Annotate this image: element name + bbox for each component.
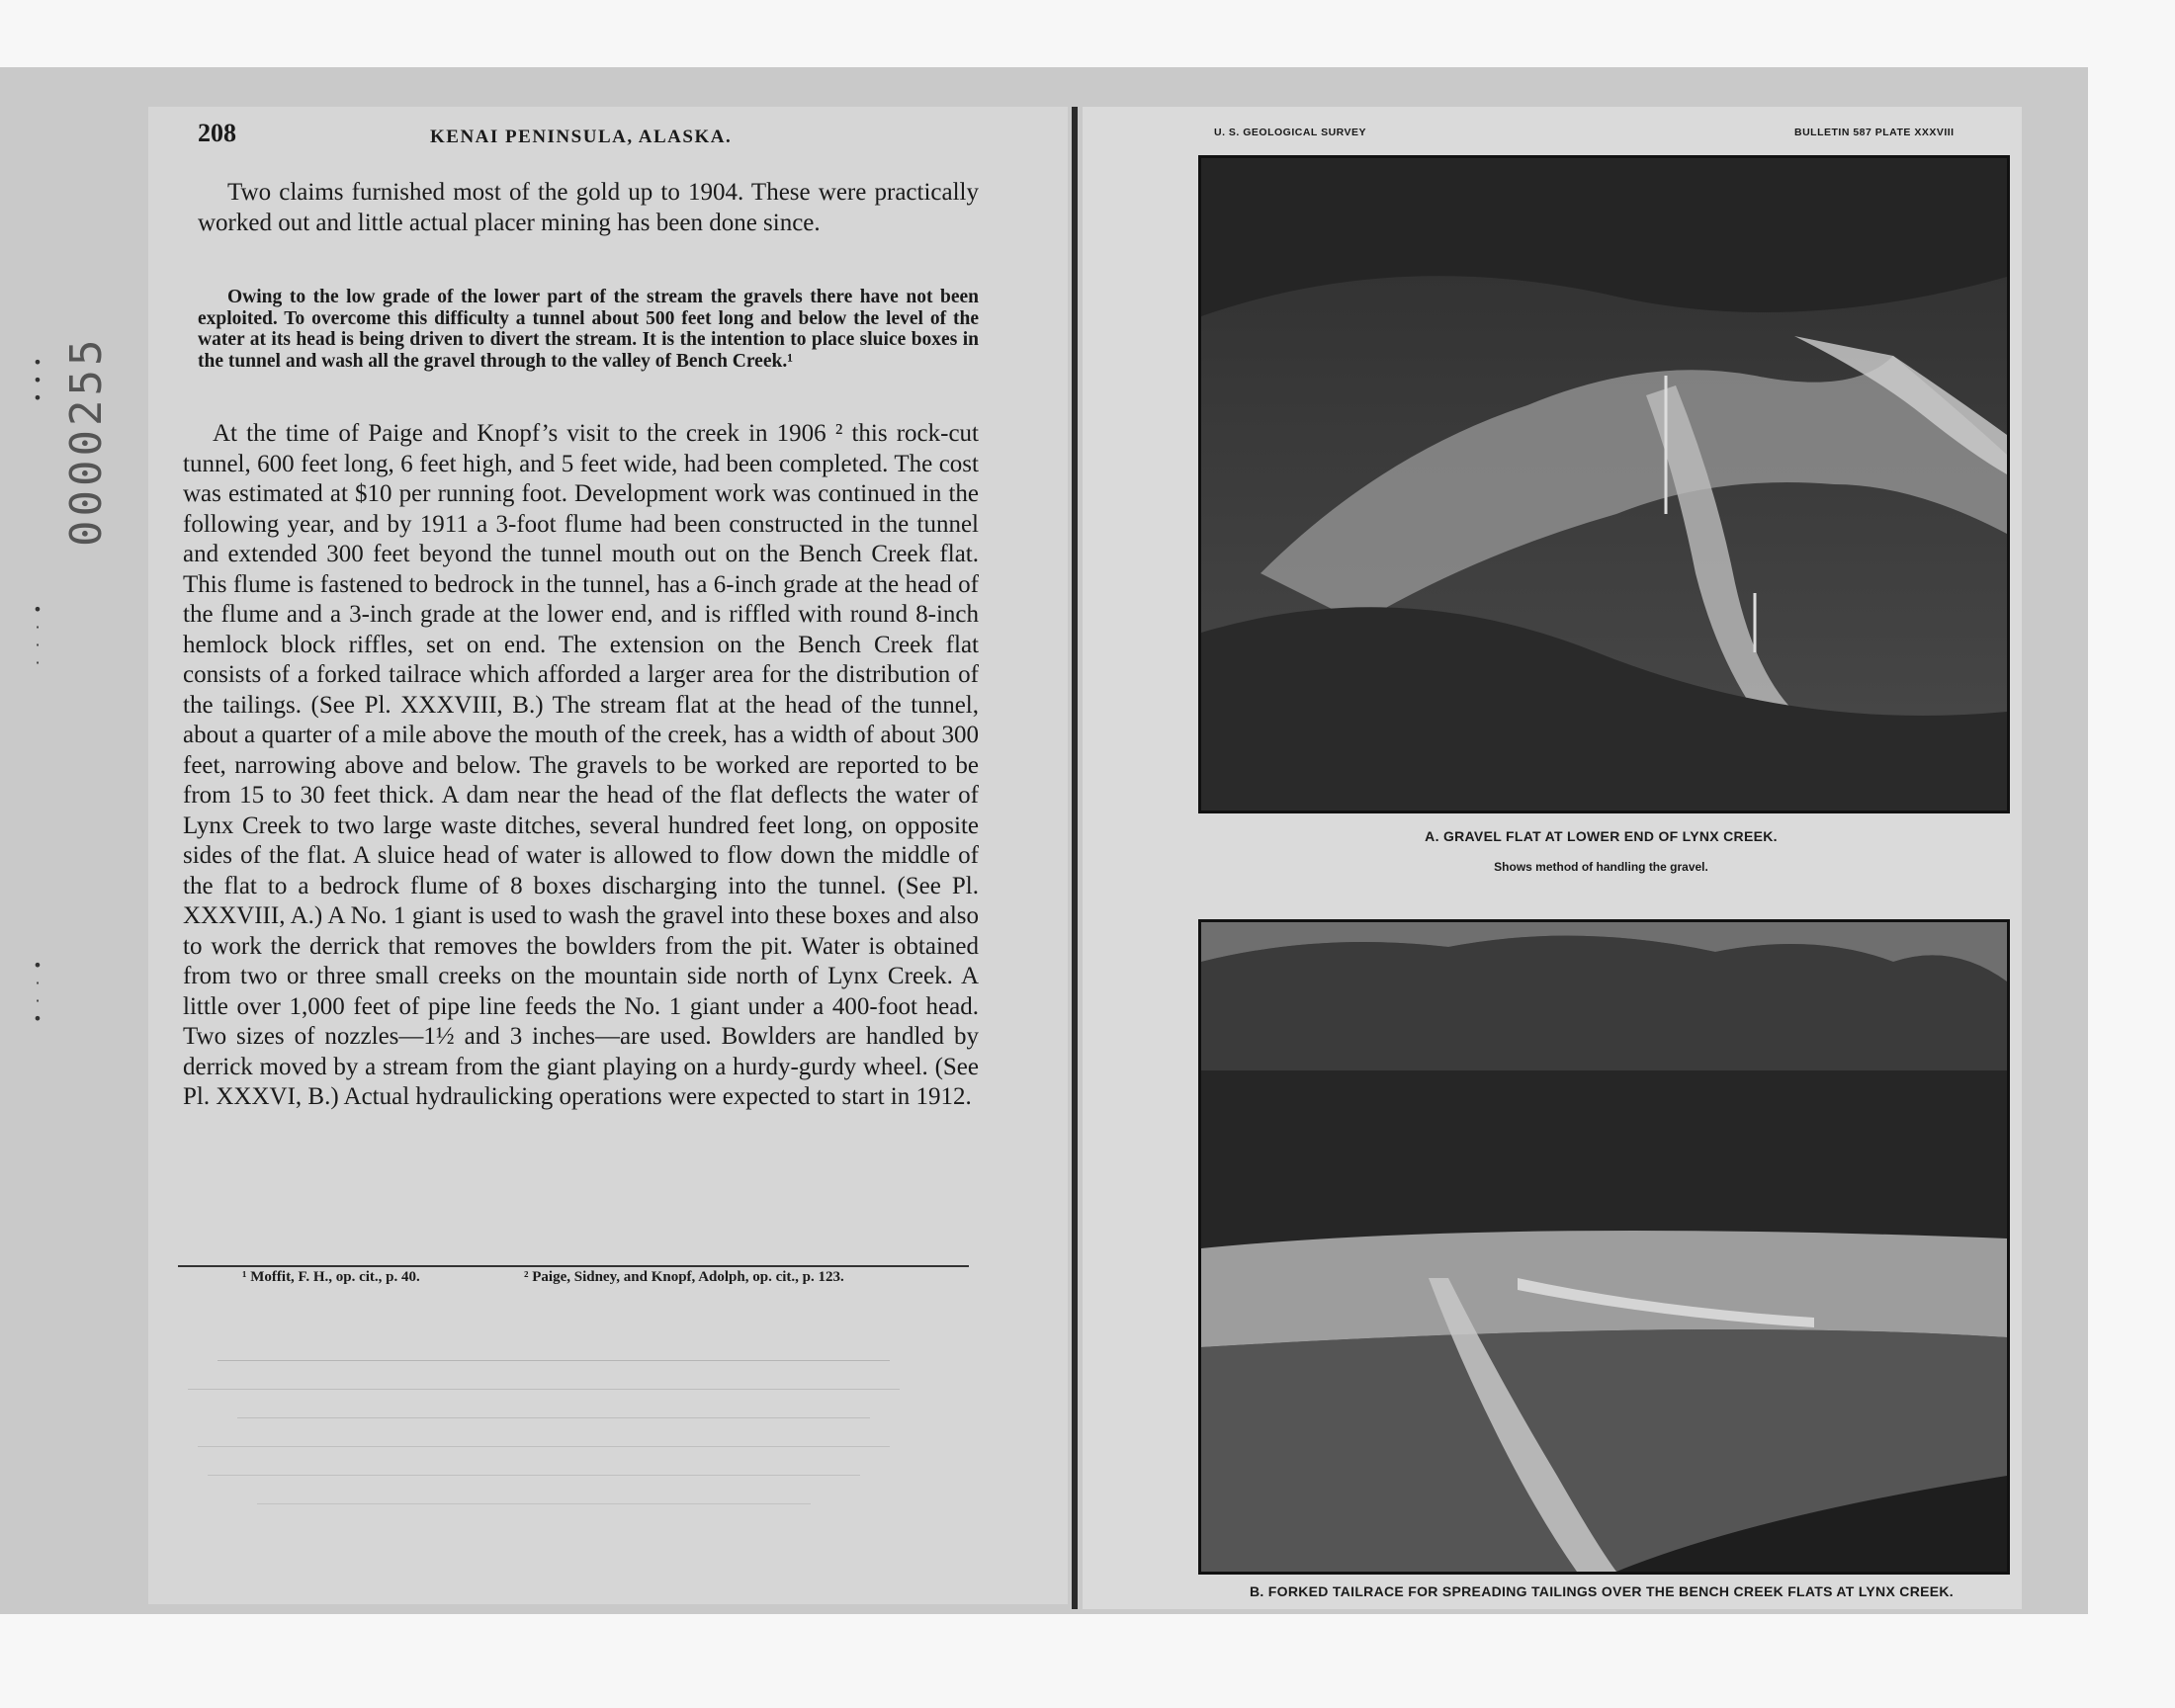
block-quote: Owing to the low grade of the lower part of the stream the gravels there have not been exploited. To overcome this difficulty a tunnel about 500 feet long and below the level of the water at its head is being driven to divert the stream. It is the intention to place sluice boxes in the tunnel and wash all the gravel through to the valley of Bench Creek.¹ [198, 287, 979, 372]
paragraph-intro: Two claims furnished most of the gold up to 1904. These were practically worked out and little actual placer mining has been done since. [198, 179, 979, 236]
footnote-rule [178, 1265, 969, 1267]
paragraph-main: At the time of Paige and Knopf’s visit to the creek in 1906 ² this rock-cut tunnel, 600 feet long, 6 feet high, and 5 feet wide, had been completed. The cost was estimated at $10 per running foot. Development work was continued in the following year, and by 1911 a 3-foot flume had been constructed in the tunnel and extended 300 feet beyond the tunnel mouth out on the Bench Creek flat. This flume is fastened to bedrock in the tunnel, has a 6-inch grade at the head of the flume and a 3-inch grade at the lower end, and is riffled with round 8-inch hemlock block riffles, set on end. The extension on the Bench Creek flat consists of a forked tailrace which afforded a larger area for the distribution of the tailings. (See Pl. XXXVIII, B.) The stream flat at the head of the tunnel, about a quarter of a mile above the mouth of the creek, has a width of about 300 feet, narrowing above and below. The gravels to be worked are reported to be from 15 to 30 feet thick. A dam near the head of the flat deflects the water of Lynx Creek to two large waste ditches, several hundred feet long, on opposite sides of the flat. A sluice head of water is allowed to flow down the middle of the flat to a bedrock flume of 8 boxes discharging into the tunnel. (See Pl. XXXVIII, A.) A No. 1 giant is used to wash the gravel into these boxes and also to work the derrick that removes the bowlders from the pit. Water is obtained from two or three small creeks on the mountain side north of Lynx Creek. A little over 1,000 feet of pipe line feeds the No. 1 giant under a 400-foot head. Two sizes of nozzles—1½ and 3 inches—are used. Bowlders are handled by derrick moved by a stream from the giant playing on a hurdy-gurdy wheel. (See Pl. XXXVI, B.) Actual hydraulicking operations were expected to start in 1912. [183, 420, 979, 1110]
footnote-1: ¹ Moffit, F. H., op. cit., p. 40. [242, 1269, 420, 1285]
margin-marks: • • • [33, 353, 43, 407]
running-head: KENAI PENINSULA, ALASKA. [430, 127, 733, 147]
landscape-photo-icon [1201, 922, 2007, 1572]
caption-a-subtitle: Shows method of handling the gravel. [1494, 860, 1708, 874]
plate-header-right: BULLETIN 587 PLATE XXXVIII [1794, 127, 1955, 138]
page-gutter [1072, 107, 1078, 1609]
margin-marks: • · · · [33, 600, 43, 672]
caption-a-title: A. GRAVEL FLAT AT LOWER END OF LYNX CREEK. [1425, 828, 1778, 844]
plate-header-left: U. S. GEOLOGICAL SURVEY [1214, 127, 1367, 138]
photo-b [1198, 919, 2010, 1575]
photo-a [1198, 155, 2010, 813]
margin-marks: • · · • [33, 956, 43, 1028]
archive-stamp: 0000255 [61, 335, 112, 547]
page-number: 208 [198, 119, 236, 147]
show-through-text [178, 1305, 959, 1532]
footnote-2: ² Paige, Sidney, and Knopf, Adolph, op. cit., p. 123. [524, 1269, 844, 1285]
caption-b-title: B. FORKED TAILRACE FOR SPREADING TAILINGS OVER THE BENCH CREEK FLATS AT LYNX CREEK. [1250, 1583, 1954, 1599]
landscape-photo-icon [1201, 158, 2007, 811]
